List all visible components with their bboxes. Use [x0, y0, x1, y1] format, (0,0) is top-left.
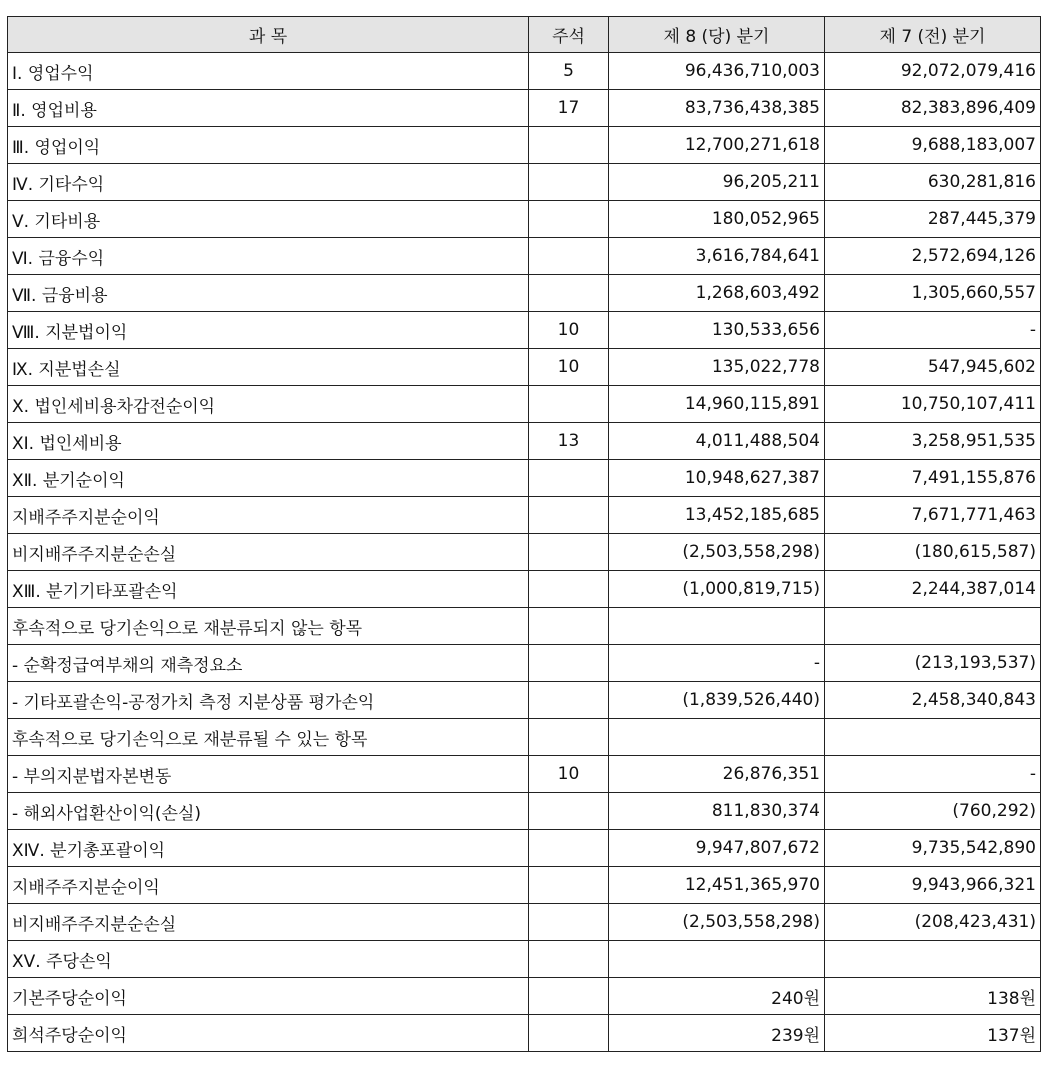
row-prior-value [825, 608, 1041, 645]
row-current-value [609, 608, 825, 645]
row-current-value: 13,452,185,685 [609, 497, 825, 534]
row-prior-value: 9,943,966,321 [825, 867, 1041, 904]
row-prior-value: 2,572,694,126 [825, 238, 1041, 275]
row-current-value: - [609, 645, 825, 682]
row-prior-value: 630,281,816 [825, 164, 1041, 201]
row-prior-value: 547,945,602 [825, 349, 1041, 386]
row-item-label: 후속적으로 당기손익으로 재분류될 수 있는 항목 [8, 719, 529, 756]
row-item-label: 후속적으로 당기손익으로 재분류되지 않는 항목 [8, 608, 529, 645]
table-row [8, 608, 1041, 645]
row-prior-value: 9,735,542,890 [825, 830, 1041, 867]
row-current-value [609, 941, 825, 978]
row-current-value: 96,436,710,003 [609, 53, 825, 90]
row-current-value: 83,736,438,385 [609, 90, 825, 127]
row-prior-value: 9,688,183,007 [825, 127, 1041, 164]
row-prior-value: 92,072,079,416 [825, 53, 1041, 90]
row-note [529, 941, 609, 978]
row-item-label: 비지배주주지분순손실 [8, 904, 529, 941]
table-row [8, 719, 1041, 756]
table-row [8, 275, 1041, 312]
row-current-value: 10,948,627,387 [609, 460, 825, 497]
row-prior-value: 7,671,771,463 [825, 497, 1041, 534]
row-note [529, 164, 609, 201]
row-current-value: 26,876,351 [609, 756, 825, 793]
table-row [8, 682, 1041, 719]
row-note: 5 [529, 53, 609, 90]
row-prior-value: (760,292) [825, 793, 1041, 830]
table-row [8, 534, 1041, 571]
row-note [529, 608, 609, 645]
row-item-label: 지배주주지분순이익 [8, 867, 529, 904]
table-row [8, 127, 1041, 164]
table-row [8, 645, 1041, 682]
row-item-label: Ⅹ. 법인세비용차감전순이익 [8, 386, 529, 423]
row-current-value: 135,022,778 [609, 349, 825, 386]
row-note [529, 645, 609, 682]
table-row [8, 386, 1041, 423]
table-row [8, 497, 1041, 534]
row-item-label: Ⅷ. 지분법이익 [8, 312, 529, 349]
row-prior-value: (180,615,587) [825, 534, 1041, 571]
header-current-quarter: 제 8 (당) 분기 [609, 17, 825, 53]
row-current-value: 9,947,807,672 [609, 830, 825, 867]
row-note: 10 [529, 349, 609, 386]
row-item-label: - 해외사업환산이익(손실) [8, 793, 529, 830]
row-item-label: Ⅲ. 영업이익 [8, 127, 529, 164]
row-current-value: 4,011,488,504 [609, 423, 825, 460]
row-prior-value: 1,305,660,557 [825, 275, 1041, 312]
row-current-value: 811,830,374 [609, 793, 825, 830]
row-note [529, 682, 609, 719]
table-row [8, 793, 1041, 830]
row-prior-value: 3,258,951,535 [825, 423, 1041, 460]
row-item-label: Ⅸ. 지분법손실 [8, 349, 529, 386]
table-row [8, 312, 1041, 349]
table-row [8, 349, 1041, 386]
row-prior-value: 10,750,107,411 [825, 386, 1041, 423]
row-item-label: XⅠ. 법인세비용 [8, 423, 529, 460]
row-note [529, 1015, 609, 1052]
row-prior-value: 138원 [825, 978, 1041, 1015]
table-row [8, 571, 1041, 608]
row-prior-value: 2,244,387,014 [825, 571, 1041, 608]
income-statement-table [7, 16, 1041, 1052]
table-row [8, 978, 1041, 1015]
row-item-label: Ⅰ. 영업수익 [8, 53, 529, 90]
row-current-value: 239원 [609, 1015, 825, 1052]
table-row [8, 830, 1041, 867]
row-current-value: (2,503,558,298) [609, 534, 825, 571]
row-prior-value: (208,423,431) [825, 904, 1041, 941]
row-current-value: 130,533,656 [609, 312, 825, 349]
row-prior-value: (213,193,537) [825, 645, 1041, 682]
row-note [529, 904, 609, 941]
table-row [8, 460, 1041, 497]
row-item-label: XⅡ. 분기순이익 [8, 460, 529, 497]
row-current-value: 96,205,211 [609, 164, 825, 201]
row-item-label: - 순확정급여부채의 재측정요소 [8, 645, 529, 682]
row-note [529, 238, 609, 275]
row-prior-value: 82,383,896,409 [825, 90, 1041, 127]
row-current-value: 1,268,603,492 [609, 275, 825, 312]
table-row [8, 423, 1041, 460]
row-item-label: Ⅵ. 금융수익 [8, 238, 529, 275]
row-item-label: 희석주당순이익 [8, 1015, 529, 1052]
row-prior-value [825, 941, 1041, 978]
row-item-label: Ⅴ. 기타비용 [8, 201, 529, 238]
table-row [8, 90, 1041, 127]
row-note [529, 978, 609, 1015]
table-row [8, 904, 1041, 941]
header-note: 주석 [529, 17, 609, 53]
table-row [8, 941, 1041, 978]
table-row [8, 867, 1041, 904]
row-note [529, 571, 609, 608]
row-prior-value: 2,458,340,843 [825, 682, 1041, 719]
row-item-label: 기본주당순이익 [8, 978, 529, 1015]
row-current-value [609, 719, 825, 756]
header-item: 과 목 [8, 17, 529, 53]
row-note [529, 386, 609, 423]
row-note: 17 [529, 90, 609, 127]
row-prior-value: 287,445,379 [825, 201, 1041, 238]
row-item-label: Ⅳ. 기타수익 [8, 164, 529, 201]
row-note [529, 719, 609, 756]
table-row [8, 53, 1041, 90]
row-current-value: (1,000,819,715) [609, 571, 825, 608]
row-item-label: 비지배주주지분순손실 [8, 534, 529, 571]
row-current-value: 14,960,115,891 [609, 386, 825, 423]
row-current-value: (2,503,558,298) [609, 904, 825, 941]
row-item-label: - 부의지분법자본변동 [8, 756, 529, 793]
table-row [8, 201, 1041, 238]
table-row [8, 164, 1041, 201]
row-note [529, 201, 609, 238]
row-note: 10 [529, 312, 609, 349]
row-note [529, 127, 609, 164]
row-item-label: XⅣ. 분기총포괄이익 [8, 830, 529, 867]
row-current-value: 12,451,365,970 [609, 867, 825, 904]
row-prior-value: 137원 [825, 1015, 1041, 1052]
row-item-label: - 기타포괄손익-공정가치 측정 지분상품 평가손익 [8, 682, 529, 719]
row-note [529, 534, 609, 571]
row-note: 13 [529, 423, 609, 460]
row-item-label: XⅢ. 분기기타포괄손익 [8, 571, 529, 608]
header-row [8, 17, 1041, 53]
row-item-label: Ⅶ. 금융비용 [8, 275, 529, 312]
row-note [529, 793, 609, 830]
row-current-value: 180,052,965 [609, 201, 825, 238]
row-current-value: 12,700,271,618 [609, 127, 825, 164]
row-note [529, 830, 609, 867]
row-note [529, 460, 609, 497]
row-item-label: XⅤ. 주당손익 [8, 941, 529, 978]
row-prior-value: - [825, 312, 1041, 349]
row-item-label: Ⅱ. 영업비용 [8, 90, 529, 127]
header-prior-quarter: 제 7 (전) 분기 [825, 17, 1041, 53]
row-note [529, 867, 609, 904]
row-current-value: (1,839,526,440) [609, 682, 825, 719]
row-prior-value: 7,491,155,876 [825, 460, 1041, 497]
row-note [529, 497, 609, 534]
row-current-value: 240원 [609, 978, 825, 1015]
table-row [8, 756, 1041, 793]
row-prior-value [825, 719, 1041, 756]
row-note: 10 [529, 756, 609, 793]
table-row [8, 238, 1041, 275]
row-note [529, 275, 609, 312]
row-prior-value: - [825, 756, 1041, 793]
table-row [8, 1015, 1041, 1052]
row-item-label: 지배주주지분순이익 [8, 497, 529, 534]
row-current-value: 3,616,784,641 [609, 238, 825, 275]
